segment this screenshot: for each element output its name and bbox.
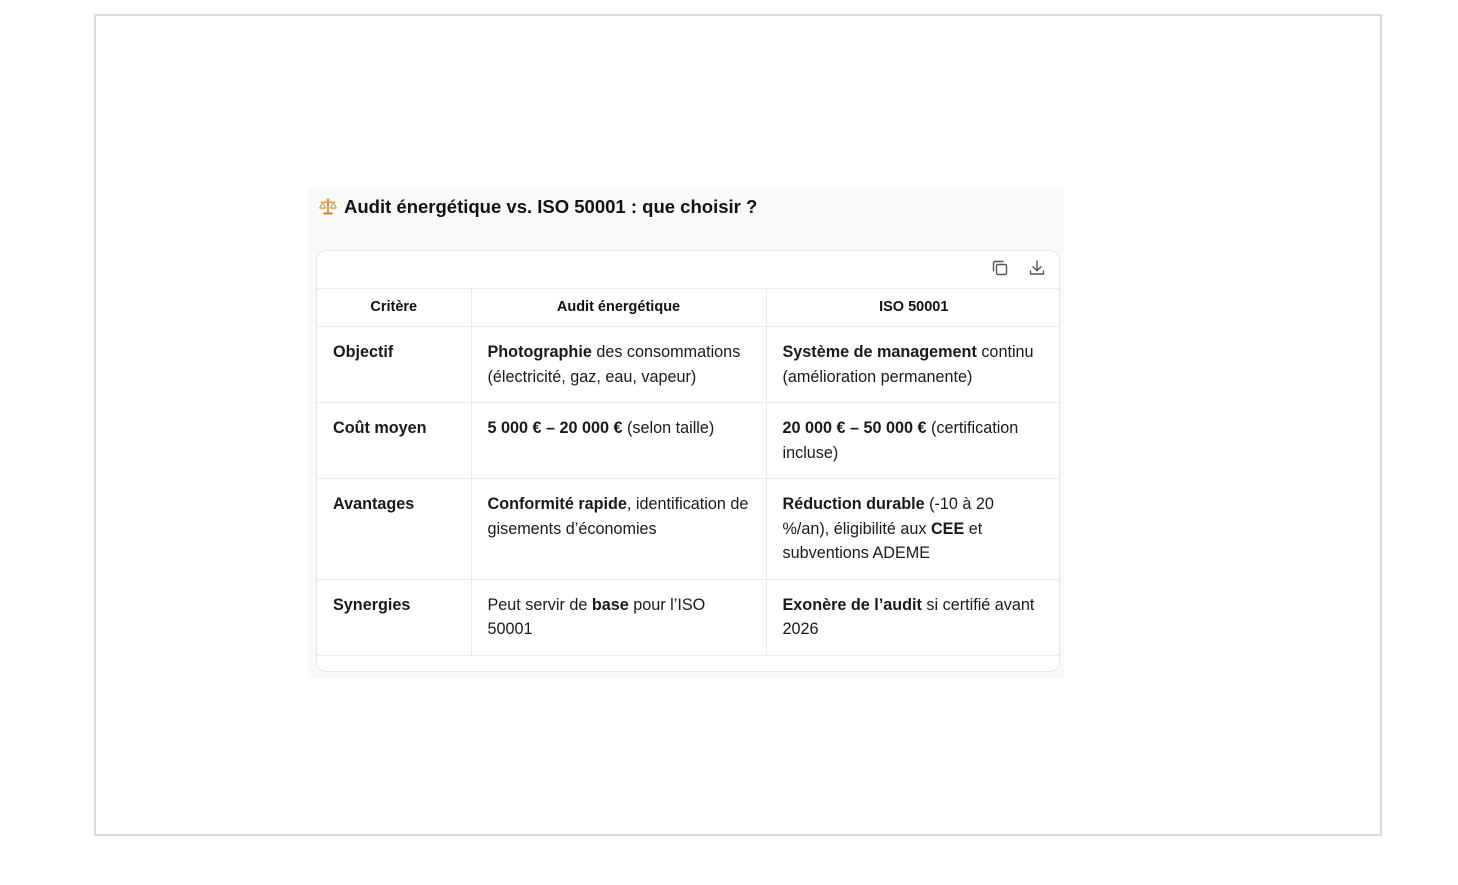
iso-cell — [766, 479, 1060, 580]
heading-title: Audit énergétique vs. ISO 50001 : que choisir ? — [344, 196, 758, 217]
row-label: Avantages — [317, 479, 471, 580]
table-toolbar — [317, 251, 1059, 289]
iso-bold: Exonère de l’audit — [782, 595, 922, 614]
audit-cell — [471, 579, 766, 655]
iso-text: continu (amélioration permanente) — [782, 343, 1034, 386]
iso-bold: Système de management — [782, 343, 977, 361]
iso-text: (-10 à 20 %/an), éligibilité aux — [782, 495, 994, 538]
audit-bold: Conformité rapide — [487, 495, 627, 513]
row-label: Synergies — [317, 579, 471, 655]
audit-bold: base — [591, 595, 629, 614]
audit-cell — [471, 479, 766, 580]
audit-bold: 5 000 € – 20 000 € — [487, 419, 623, 437]
audit-text: des consommations (électricité, gaz, eau, vapeur) — [487, 343, 741, 386]
balance-scale-icon — [318, 197, 338, 217]
iso-cell — [766, 403, 1060, 479]
copy-icon — [990, 258, 1010, 283]
iso-text: (certification incluse) — [782, 419, 1019, 462]
audit-cell — [471, 327, 766, 403]
iso-bold: 20 000 € – 50 000 € — [782, 419, 927, 437]
audit-text: , identification de gisements d’économies — [487, 495, 749, 538]
iso-text: si certifié avant 2026 — [782, 595, 1035, 638]
header-iso: ISO 50001 — [766, 289, 1060, 327]
comparison-table — [317, 289, 1060, 656]
copy-button[interactable] — [989, 259, 1011, 281]
iso-bold: Réduction durable — [782, 495, 925, 513]
iso-cell — [766, 579, 1060, 655]
table-row — [317, 403, 1060, 479]
audit-bold: Photographie — [487, 343, 592, 361]
download-button[interactable] — [1026, 259, 1048, 281]
download-icon — [1027, 258, 1047, 283]
header-audit: Audit énergétique — [471, 289, 766, 327]
header-critere: Critère — [317, 289, 471, 327]
section-heading — [318, 196, 757, 218]
iso-bold-cee: CEE — [930, 519, 965, 538]
audit-text-pre: Peut servir de — [487, 595, 592, 614]
row-label: Objectif — [317, 327, 471, 403]
message-panel — [308, 188, 1064, 678]
iso-text-2: et subventions ADEME — [782, 519, 983, 562]
audit-text: pour l’ISO 50001 — [487, 595, 706, 638]
table-header-row — [317, 289, 1060, 327]
row-label: Coût moyen — [317, 403, 471, 479]
table-row — [317, 327, 1060, 403]
table-row — [317, 579, 1060, 655]
iso-cell — [766, 327, 1060, 403]
audit-cell — [471, 403, 766, 479]
table-row — [317, 479, 1060, 580]
audit-text: (selon taille) — [622, 419, 715, 437]
table-card — [316, 250, 1060, 672]
